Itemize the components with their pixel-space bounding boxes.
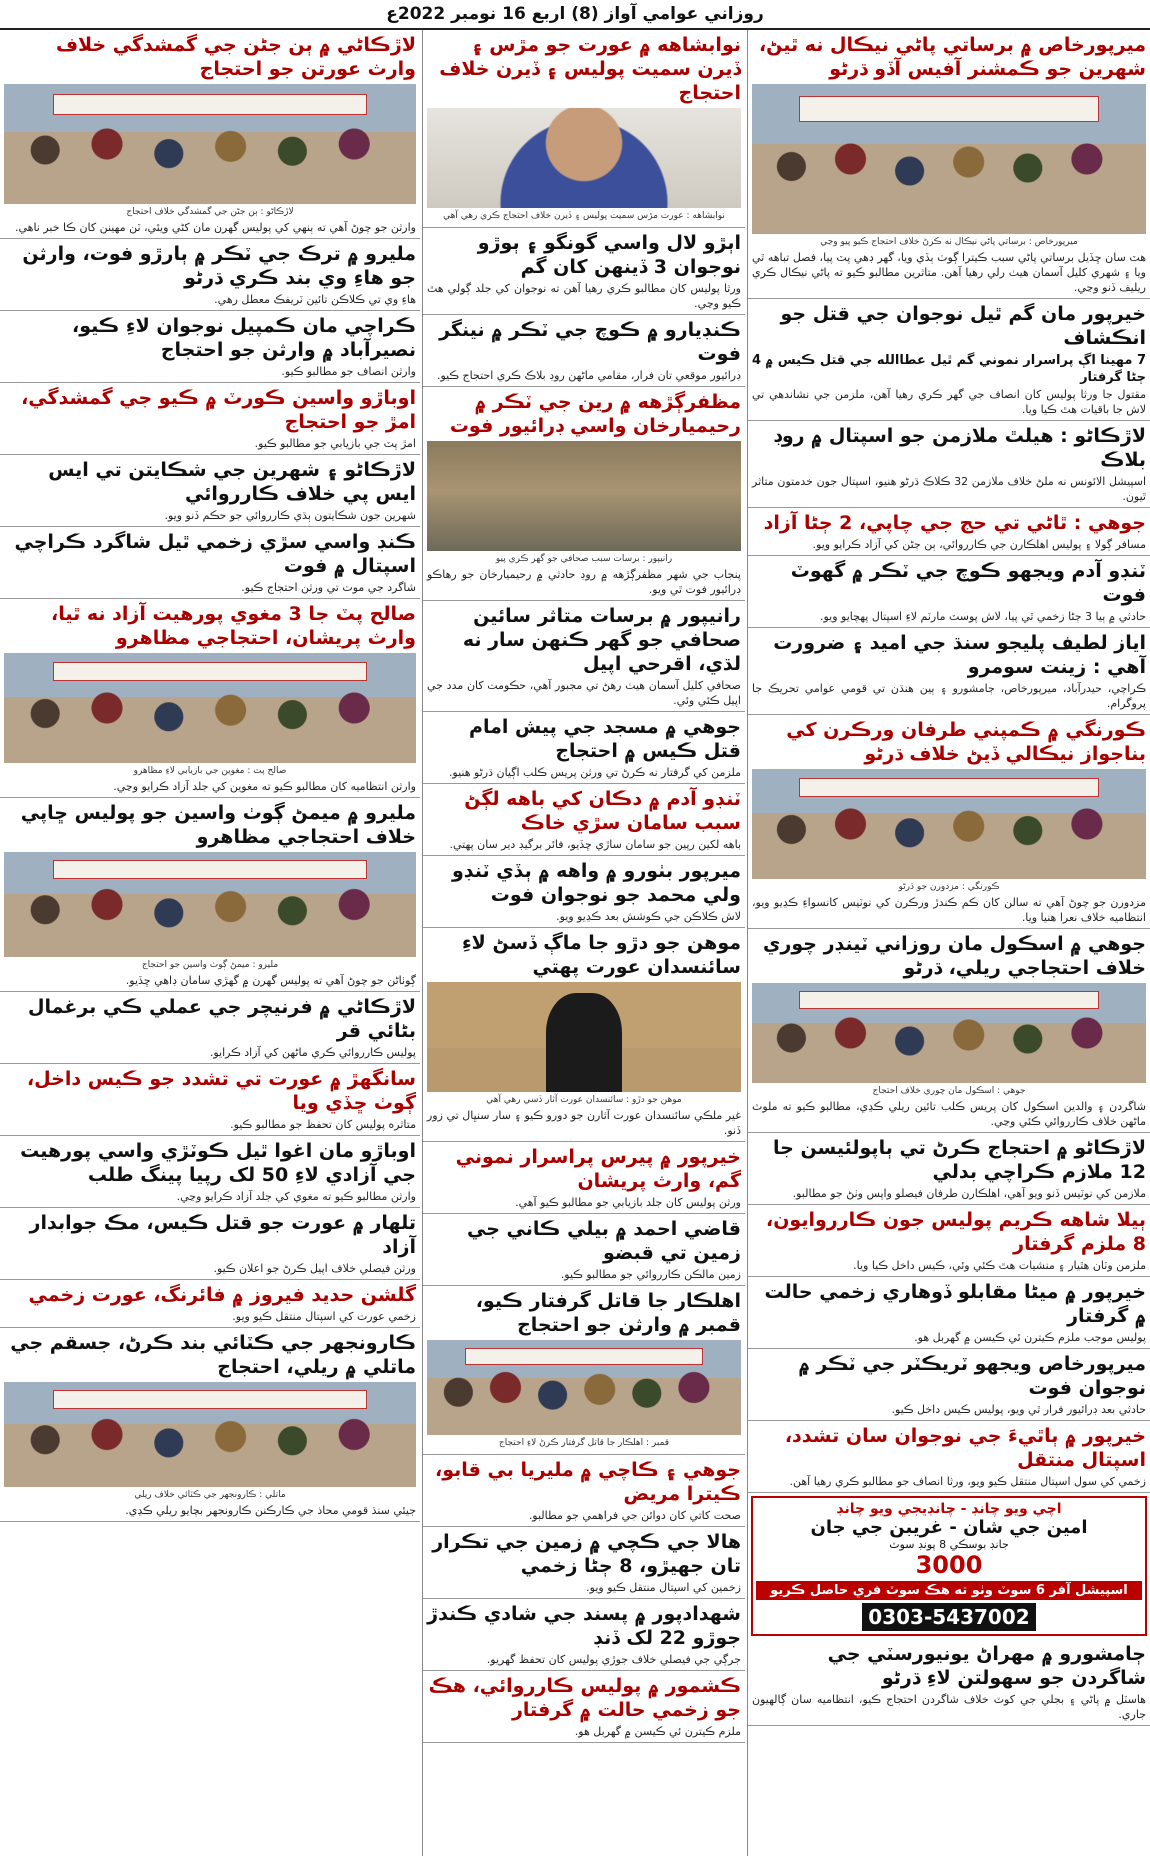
column-right — [747, 30, 1150, 1856]
story-body: مسافر ڳولا ۽ پوليس اهلڪارن جي ڪارروائي، ٻن ڄڻن کي آزاد ڪرايو ويو. — [812, 538, 1146, 551]
news-story — [0, 527, 420, 599]
story-headline: ٻيلا شاهه ڪريم پوليس جون ڪارروايون، 8 ملزم گرفتار — [766, 1209, 1146, 1255]
news-story — [423, 601, 745, 712]
story-headline: ڪورنگي ۾ ڪمپني طرفان ورڪرن کي بناجواز نيڪالي ڏيڻ خلاف ڌرڻو — [786, 719, 1146, 765]
story-headline: اوباڙو واسين ڪورٽ ۾ ڪيو جي گمشدگي، امڙ جو احتجاج — [21, 387, 416, 433]
photo-caption: صالح پٽ : مغوين جي بازيابي لاءِ مظاهرو — [133, 766, 287, 776]
protest-banner — [799, 778, 1098, 798]
news-story — [748, 421, 1150, 508]
story-body: هٽ سان ڇڏيل برساتي پاڻي سبب ڪيترا ڳوٺ ٻڏي ويا، گهر ڊهي پٽ پيا، فصل تباهه ٿي ويا ۽ شهري کليل آسمان هيٺ رلي رهيا آهن. متاثرين مطالبو ڪيو ته پاڻي نيڪال ڪري ريليف ڏنو وڃي. — [752, 251, 1146, 294]
news-story — [748, 1133, 1150, 1205]
story-body: وارثن جو چوڻ آهي ته ٻنهي کي پوليس گهرن مان کڻي ويئي، ٽن مهينن کان ڪا خبر ناهي. — [14, 221, 416, 234]
story-body: ورثن پوليس کان جلد بازيابي جو مطالبو ڪيو آهي. — [515, 1196, 741, 1209]
story-body: جرڳي جي فيصلي خلاف جوڙي پوليس کان تحفظ گهريو. — [486, 1653, 741, 1666]
news-story — [0, 599, 420, 798]
news-story — [423, 1286, 745, 1455]
story-headline: جوهي ۽ ڪاچي ۾ مليريا بي قابو، ڪيترا مريض — [435, 1459, 741, 1505]
advertisement — [751, 1496, 1147, 1636]
photo-caption: قمبر : اهلڪار جا قاتل گرفتار ڪرڻ لاءِ احتجاج — [498, 1438, 670, 1448]
story-body: مزدورن جو چوڻ آهي ته سالن کان ڪم ڪندڙ ورڪرن کي نوٽيس کانسواءِ ڪڍيو ويو، انتظاميه خلاف نعرا هنيا ويا. — [752, 896, 1146, 924]
story-body: زخمي عورت کي اسپتال منتقل ڪيو ويو. — [232, 1310, 416, 1323]
story-body: شاگرد جي موت تي ورثن احتجاج ڪيو. — [241, 581, 416, 594]
story-body: مقتول جا ورثا پوليس کان انصاف جي گهر ڪري رهيا آهن، ملزمن جي نشاندهي تي لاش جا باقيات هٿ ڪيا ويا. — [752, 388, 1146, 416]
story-body: غير ملڪي سائنسدان عورت آثارن جو دورو ڪيو ۽ سار سنڀال تي زور ڏنو. — [427, 1109, 741, 1137]
story-body: شاگردن ۽ والدين اسڪول کان پريس ڪلب تائين ريلي ڪڍي، مطالبو ڪيو ته ملوث ماڻهن خلاف ڪارروائي ڪئي وڃي. — [752, 1100, 1146, 1128]
story-headline: موهن جو دڙو جا ماڳ ڏسڻ لاءِ سائنسدان عورت پهتي — [461, 932, 741, 978]
story-headline: جوهي : ٿاڻي تي حج جي چاپي، 2 ڄڻا آزاد — [763, 512, 1146, 534]
ad-phone: 0303-5437002 — [862, 1603, 1035, 1631]
story-headline: ڪارونجهر جي ڪٽائي بند ڪرڻ، جسقم جي ماتلي ۾ ريلي، احتجاج — [10, 1332, 416, 1378]
news-photo — [427, 982, 741, 1092]
story-body: زخمين کي اسپتال منتقل ڪيو ويو. — [586, 1581, 741, 1594]
photo-caption: جوهي : اسڪول مان چوري خلاف احتجاج — [872, 1086, 1026, 1096]
story-headline: اٻڙو لال واسي گونگو ۽ ٻوڙو نوجوان 3 ڏينهن کان گم — [477, 232, 741, 278]
protest-banner — [53, 1390, 366, 1409]
story-body: ملزمن کي گرفتار نه ڪرڻ تي ورثن پريس ڪلب اڳيان ڌرڻو هنيو. — [448, 766, 741, 779]
story-body: وارثن انتظاميه کان مطالبو ڪيو ته مغوين کي جلد آزاد ڪرايو وڃي. — [113, 780, 416, 793]
story-headline: ميرپور بٺورو ۾ واهه ۾ ٻڏي ٽنڊو ولي محمد جو نوجوان فوت — [451, 860, 741, 906]
news-photo — [427, 441, 741, 551]
story-headline: ميرپورخاص ويجهو ٽريڪٽر جي ٽڪر ۾ نوجوان فوت — [798, 1353, 1146, 1399]
story-headline: خيرپور ۾ پيرس پراسرار نموني گم، وارث پريشان — [455, 1146, 741, 1192]
story-headline: مليرو ۾ ترڪ جي ٽڪر ۾ ٻارڙو فوت، وارثن جو هاءِ وي بند ڪري ڌرڻو — [22, 243, 416, 289]
story-body: ڳوٺاڻن جو چوڻ آهي ته پوليس گهرن ۾ گهڙي سامان ڊاهي ڇڏيو. — [125, 974, 416, 987]
news-story — [0, 455, 420, 527]
news-story — [0, 311, 420, 383]
news-story — [423, 30, 745, 228]
news-story — [748, 1277, 1150, 1349]
photo-caption: ميرپورخاص : برساتي پاڻي نيڪال نه ڪرڻ خلاف احتجاج ڪيو پيو وڃي — [820, 237, 1078, 247]
ad-line-3: جانڊ بوسڪي 8 پونڊ سوٽ — [889, 1538, 1009, 1551]
story-headline: ڪراچي مان ڪمپيل نوجوان لاءِ ڪيو، نصيرآباد ۾ وارثن جو احتجاج — [72, 315, 416, 361]
photo-caption: موهن جو دڙو : سائنسدان عورت آثار ڏسي رهي آهي — [486, 1095, 682, 1105]
protest-banner — [53, 860, 366, 879]
story-headline: رانيپور ۾ برسات متاثر سائين صحافي جو گهر ڪنهن سار نه لڌي، اقرحي اپيل — [462, 605, 741, 675]
story-headline: لاڙڪاڻي ۾ فرنيچر جي عملي ڪي برغمال بڻائي قر — [28, 996, 416, 1042]
story-headline: لاڙڪاڻي ۾ ٻن جڻن جي گمشدگي خلاف وارث عورتن جو احتجاج — [55, 34, 416, 80]
news-story — [748, 628, 1150, 715]
story-body: پنجاب جي شهر مظفرڳڙهه ۾ روڊ حادثي ۾ رحيميارخان جو رهاڪو ڊرائيور فوت ٿي ويو. — [427, 568, 741, 596]
news-story — [748, 1205, 1150, 1277]
story-body: ملزمن وٽان هٿيار ۽ منشيات هٿ ڪئي وئي، ڪيس داخل ڪيا ويا. — [853, 1259, 1146, 1272]
story-headline: هالا جي ڪچي ۾ زمين جي تڪرار تان جهيڙو، 8 ڄڻا زخمي — [432, 1531, 741, 1577]
news-story — [748, 556, 1150, 628]
news-story — [423, 712, 745, 784]
story-body: ملازمن کي نوٽيس ڏنو ويو آهي، اهلڪارن طرفان فيصلو واپس وٺڻ جو مطالبو. — [792, 1187, 1146, 1200]
story-headline: مظفرڳڙهه ۾ رين جي ٽڪر ۾ رحيميارخان واسي ڊرائيور فوت — [449, 391, 741, 437]
story-body: ورثن فيصلي خلاف اپيل ڪرڻ جو اعلان ڪيو. — [213, 1262, 416, 1275]
story-headline: لاڙڪاڻو ۽ شهرين جي شڪايتن تي ايس ايس پي خلاف ڪارروائي — [48, 459, 416, 505]
news-story — [748, 715, 1150, 929]
news-photo — [752, 84, 1146, 234]
news-photo — [752, 983, 1146, 1083]
protest-banner — [53, 662, 366, 682]
protest-banner — [465, 1348, 704, 1365]
story-headline: نوابشاهه ۾ عورت جو مڙس ۽ ڏيرن سميت پوليس ۽ ڏيرن خلاف احتجاج — [439, 34, 741, 104]
news-photo — [4, 852, 416, 957]
news-story — [423, 784, 745, 856]
story-headline: ٽنڊو آدم ۾ دڪان کي باهه لڳڻ سبب سامان سڙي خاڪ — [464, 788, 741, 834]
photo-caption: نوابشاهه : عورت مڙس سميت پوليس ۽ ڏيرن خلاف احتجاج ڪري رهي آهي — [443, 211, 725, 221]
news-story — [748, 929, 1150, 1133]
ad-line-2: امين جي شان - غريبن جي جان — [810, 1517, 1088, 1538]
news-photo — [752, 769, 1146, 879]
news-story — [423, 387, 745, 601]
story-headline: ڪنڊيارو ۾ ڪوچ جي ٽڪر ۾ نينگر فوت — [439, 319, 741, 365]
photo-caption: مليرو : ميمڻ ڳوٺ واسين جو احتجاج — [141, 960, 279, 970]
news-story — [748, 1421, 1150, 1493]
photo-caption: ڪورنگي : مزدورن جو ڌرڻو — [898, 882, 1000, 892]
story-body: پوليس موجب ملزم ڪيترن ئي ڪيسن ۾ گهربل هو. — [914, 1331, 1146, 1344]
news-story — [0, 30, 420, 239]
story-headline: خيرپور ۾ ميڻا مقابلو ڏوهاري زخمي حالت ۾ گرفتار — [764, 1281, 1146, 1327]
photo-caption: رانيپور : برسات سبب صحافي جو گهر ڪري پيو — [495, 554, 673, 564]
news-story — [423, 315, 745, 387]
story-headline: اهلڪار جا قاتل گرفتار ڪيو، قمبر ۾ وارثن جو احتجاج — [475, 1290, 741, 1336]
story-body: ملزم ڪيترن ئي ڪيسن ۾ گهربل هو. — [574, 1725, 741, 1738]
story-body: شهرين جون شڪايتون ٻڌي ڪارروائي جو حڪم ڏنو ويو. — [164, 509, 416, 522]
news-story — [748, 30, 1150, 299]
story-body: زخمي کي سول اسپتال منتقل ڪيو ويو، ورثا انصاف جو مطالبو ڪري رهيا آهن. — [789, 1475, 1146, 1488]
story-headline: قاضي احمد ۾ بيلي ڪاني جي زمين تي قبضو — [467, 1218, 741, 1264]
news-photo — [4, 84, 416, 204]
news-story — [0, 992, 420, 1064]
news-story — [748, 299, 1150, 421]
story-body: جيئي سنڌ قومي محاذ جي ڪارڪنن ڪارونجهر بچايو ريلي ڪڍي. — [125, 1504, 416, 1517]
story-body: وارثن انصاف جو مطالبو ڪيو. — [281, 365, 416, 378]
protest-banner — [799, 96, 1098, 122]
ad-offer: اسپيشل آفر 6 سوٽ وٺو ته هڪ سوٽ فري حاصل ڪريو — [756, 1581, 1142, 1600]
story-headline: ڪنڊ واسي سڙي زخمي ٿيل شاگرد ڪراچي اسپتال ۾ فوت — [14, 531, 416, 577]
story-subheadline: 7 مهينا اڳ پراسرار نموني گم ٿيل عطاالله جي قتل ڪيس ۾ 4 ڄڻا گرفتار — [751, 353, 1146, 385]
story-body: صحت کاتي کان دوائن جي فراهمي جو مطالبو. — [528, 1509, 741, 1522]
story-body: وارثن مطالبو ڪيو ته مغوي کي جلد آزاد ڪرايو وڃي. — [176, 1190, 416, 1203]
story-headline: گلشن حديد فيروز ۾ فائرنگ، عورت زخمي — [28, 1284, 416, 1306]
story-headline: شهدادپور ۾ پسند جي شادي ڪندڙ جوڙو 22 لک ڏنڊ — [427, 1603, 741, 1649]
story-headline: لاڙڪاڻو ۾ احتجاج ڪرڻ تي ٻاپولئيسن جا 12 ملازم ڪراچي بدلي — [773, 1137, 1146, 1183]
news-story — [423, 228, 745, 315]
story-body: حادثي ۾ ٻيا 3 ڄڻا زخمي ٿي پيا، لاش پوسٽ مارٽم لاءِ اسپتال پهچايو ويو. — [819, 610, 1146, 623]
ad-line-1: اچي ويو چانڊ - چانڊيجي ويو چانڊ — [836, 1501, 1062, 1517]
column-middle — [422, 30, 745, 1856]
news-photo — [427, 108, 741, 208]
story-body: لاش ڪلاڪن جي ڪوشش بعد ڪڍيو ويو. — [556, 910, 741, 923]
news-story — [0, 1280, 420, 1328]
news-story — [748, 1639, 1150, 1726]
story-headline: اياز لطيف پليجو سنڌ جي اميد ۽ ضرورت آهي : زينت سومرو — [773, 632, 1146, 678]
news-story — [0, 1208, 420, 1280]
news-story — [0, 383, 420, 455]
story-headline: ٽنڊو آدم ويجهو ڪوچ جي ٽڪر ۾ گهوٽ فوت — [790, 560, 1146, 606]
story-body: ڊرائيور موقعي تان فرار، مقامي ماڻهن روڊ بلاڪ ڪري احتجاج ڪيو. — [436, 369, 741, 382]
news-story — [748, 1349, 1150, 1421]
news-story — [423, 928, 745, 1142]
story-headline: جوهي ۾ اسڪول مان روزاني ٽينڊر چوري خلاف احتجاجي ريلي، ڌرڻو — [763, 933, 1146, 979]
news-photo — [427, 1340, 741, 1435]
story-body: امڙ پٽ جي بازيابي جو مطالبو ڪيو. — [254, 437, 416, 450]
story-body: ڪراچي، حيدرآباد، ميرپورخاص، ڄامشورو ۽ ٻين هنڌن تي قومي عوامي تحريڪ جا پروگرام. — [752, 682, 1146, 710]
news-photo — [4, 1382, 416, 1487]
story-body: باهه لکين رپين جو سامان ساڙي ڇڏيو، فائر برگيڊ دير سان پهتي. — [449, 838, 741, 851]
story-headline: جوهي ۾ مسجد جي پيش امام قتل ڪيس ۾ احتجاج — [469, 716, 741, 762]
news-story — [423, 1455, 745, 1527]
news-story — [423, 1599, 745, 1671]
news-story — [423, 1671, 745, 1743]
story-body: هاءِ وي تي ڪلاڪن تائين ٽريفڪ معطل رهي. — [214, 293, 416, 306]
story-headline: اوباڙو مان اغوا ٿيل ڪوٽڙي واسي پورهيت جي آزادي لاءِ 50 لک رپيا پينگ طلب — [20, 1140, 416, 1186]
story-headline: صالح پٽ جا 3 مغوي پورهيت آزاد نه ٿيا، وارث پريشان، احتجاجي مظاهرو — [50, 603, 416, 649]
news-story — [748, 508, 1150, 556]
story-headline: خيرپور ۾ ٻاٿيءَ جي نوجوان سان تشدد، اسپتال منتقل — [784, 1425, 1146, 1471]
story-body: ورثا پوليس کان مطالبو ڪري رهيا آهن ته نوجوان کي جلد ڳولي هٿ ڪيو وڃي. — [427, 282, 741, 310]
news-story — [0, 1064, 420, 1136]
story-headline: خيرپور مان گم ٿيل نوجوان جي قتل جو انڪشاف — [780, 303, 1146, 349]
story-body: زمين مالڪن ڪارروائي جو مطالبو ڪيو. — [560, 1268, 741, 1281]
story-headline: لاڙڪاڻو : هيلٿ ملازمن جو اسپتال ۾ روڊ بلاڪ — [773, 425, 1146, 471]
story-headline: ڪشمور ۾ پوليس ڪارروائي، هڪ جو زخمي حالت ۾ گرفتار — [428, 1675, 741, 1721]
news-story — [423, 1527, 745, 1599]
news-photo — [4, 653, 416, 763]
story-headline: مليرو ۾ ميمڻ ڳوٺ واسين جو پوليس ڇاپي خلاف احتجاجي مظاهرو — [20, 802, 416, 848]
masthead: روزاني عوامي آواز (8) اربع 16 نومبر 2022ع — [0, 0, 1150, 30]
story-headline: سانگهڙ ۾ عورت تي تشدد جو ڪيس داخل، ڳوٺ ڇڏي ويا — [26, 1068, 416, 1114]
story-body: هاسٽل ۾ پاڻي ۽ بجلي جي کوٽ خلاف شاگردن احتجاج ڪيو، انتظاميه سان ڳالهيون جاري. — [752, 1693, 1146, 1721]
story-body: پوليس ڪارروائي ڪري ماڻهن کي آزاد ڪرايو. — [209, 1046, 416, 1059]
story-body: حادثي بعد ڊرائيور فرار ٿي ويو، پوليس ڪيس داخل ڪيو. — [891, 1403, 1146, 1416]
story-headline: ڄامشورو ۾ مهراڻ يونيورسٽي جي شاگردن جو سهولتن لاءِ ڌرڻو — [827, 1643, 1146, 1689]
news-story — [0, 239, 420, 311]
story-headline: تلهار ۾ عورت جو قتل ڪيس، مڪ جوابدار آزاد — [29, 1212, 416, 1258]
ad-price: 3000 — [915, 1551, 983, 1579]
photo-caption: ماتلي : ڪارونجهر جي ڪٽائي خلاف ريلي — [134, 1490, 286, 1500]
story-headline: ميرپورخاص ۾ برساتي پاڻي نيڪال نه ٿيڻ، شهرين جو ڪمشنر آفيس آڏو ڌرڻو — [758, 34, 1146, 80]
story-body: صحافي کليل آسمان هيٺ رهڻ تي مجبور آهي، حڪومت کان مدد جي اپيل ڪئي وئي. — [427, 679, 741, 707]
news-story — [423, 856, 745, 928]
story-body: متاثره پوليس کان تحفظ جو مطالبو ڪيو. — [230, 1118, 416, 1131]
news-story — [0, 1136, 420, 1208]
news-story — [0, 798, 420, 992]
news-story — [423, 1214, 745, 1286]
protest-banner — [799, 991, 1098, 1009]
column-left — [0, 30, 420, 1856]
story-body: اسپيشل الائونس نه ملڻ خلاف ملازمن 32 ڪلاڪ ڌرڻو هنيو، اسپتال جون خدمتون متاثر ٿيون. — [752, 475, 1146, 503]
photo-caption: لاڙڪاڻو : ٻن جڻن جي گمشدگي خلاف احتجاج — [126, 207, 294, 217]
news-story — [0, 1328, 420, 1522]
news-story — [423, 1142, 745, 1214]
protest-banner — [53, 94, 366, 115]
